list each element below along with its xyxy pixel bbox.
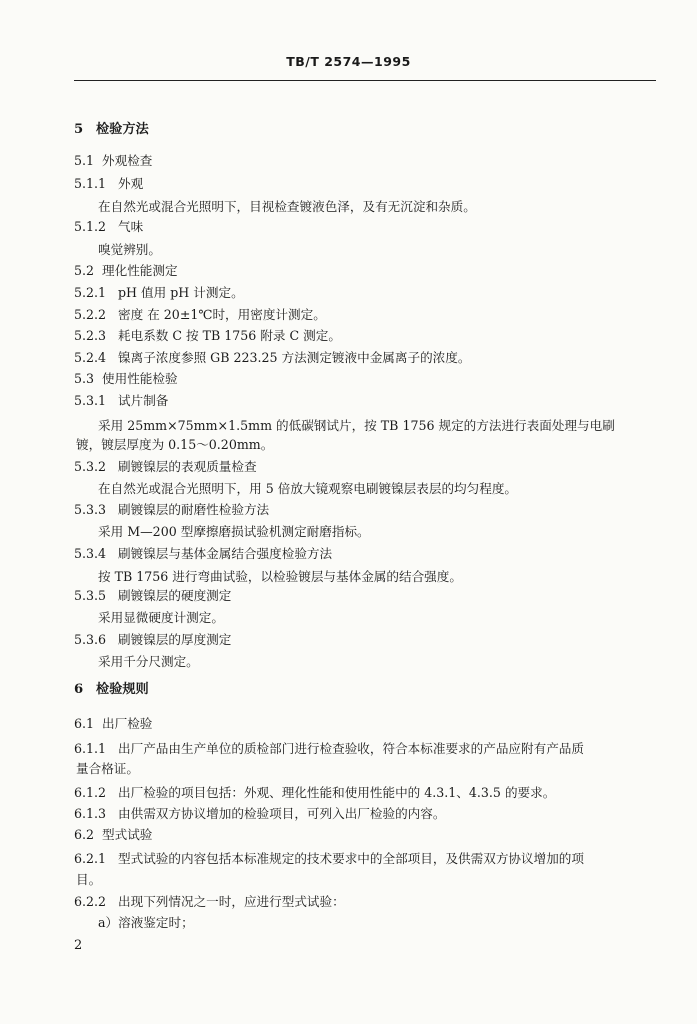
section-6-1-1-cont: 量合格证。 xyxy=(76,761,139,776)
section-6-2-2-item-a: a）溶液鉴定时； xyxy=(98,915,194,930)
section-6-heading: 6 检验规则 xyxy=(74,682,149,697)
section-5-3-3-text: 采用 M—200 型摩擦磨损试验机测定耐磨指标。 xyxy=(98,524,370,539)
section-5-2-1: 5.2.1 pH 值用 pH 计测定。 xyxy=(74,285,244,300)
section-5-1-1-heading: 5.1.1 外观 xyxy=(74,176,144,191)
section-6-1-heading: 6.1 出厂检验 xyxy=(74,716,153,731)
section-5-3-6-text: 采用千分尺测定。 xyxy=(98,654,199,669)
section-5-3-6-heading: 5.3.6 刷镀镍层的厚度测定 xyxy=(74,632,232,647)
section-5-3-1-text: 采用 25mm×75mm×1.5mm 的低碳钢试片，按 TB 1756 规定的方法进行表面处理与电刷 xyxy=(98,418,615,433)
section-6-1-2: 6.1.2 出厂检验的项目包括：外观、理化性能和使用性能中的 4.3.1、4.3.5 的要求。 xyxy=(74,785,556,800)
document-code-header: TB/T 2574—1995 xyxy=(286,54,411,69)
section-5-3-5-heading: 5.3.5 刷镀镍层的硬度测定 xyxy=(74,588,232,603)
section-5-3-4-heading: 5.3.4 刷镀镍层与基体金属结合强度检验方法 xyxy=(74,546,333,561)
section-5-2-4: 5.2.4 镍离子浓度参照 GB 223.25 方法测定镀液中金属离子的浓度。 xyxy=(74,350,471,365)
section-6-2-1-cont: 目。 xyxy=(76,872,102,887)
section-5-2-heading: 5.2 理化性能测定 xyxy=(74,263,178,278)
section-5-3-2-heading: 5.3.2 刷镀镍层的表观质量检查 xyxy=(74,459,257,474)
section-5-3-heading: 5.3 使用性能检验 xyxy=(74,371,178,386)
section-5-3-1-heading: 5.3.1 试片制备 xyxy=(74,393,169,408)
section-5-3-5-text: 采用显微硬度计测定。 xyxy=(98,610,224,625)
section-5-1-1-text: 在自然光或混合光照明下，目视检查镀液色泽，及有无沉淀和杂质。 xyxy=(98,199,476,214)
section-5-2-2: 5.2.2 密度 在 20±1℃时，用密度计测定。 xyxy=(74,307,326,322)
section-6-1-3: 6.1.3 由供需双方协议增加的检验项目，可列入出厂检验的内容。 xyxy=(74,806,446,821)
section-5-3-4-text: 按 TB 1756 进行弯曲试验，以检验镀层与基体金属的结合强度。 xyxy=(98,569,462,584)
page-number: 2 xyxy=(74,938,83,953)
section-5-3-3-heading: 5.3.3 刷镀镍层的耐磨性检验方法 xyxy=(74,502,270,517)
section-6-2-1: 6.2.1 型式试验的内容包括本标准规定的技术要求中的全部项目，及供需双方协议增加的项 xyxy=(74,851,584,866)
section-5-1-heading: 5.1 外观检查 xyxy=(74,153,153,168)
header-rule xyxy=(74,80,656,81)
section-6-2-2: 6.2.2 出现下列情况之一时，应进行型式试验： xyxy=(74,894,345,909)
section-6-2-heading: 6.2 型式试验 xyxy=(74,827,153,842)
section-5-3-1-text-cont: 镀，镀层厚度为 0.15～0.20mm。 xyxy=(76,437,274,452)
section-5-3-2-text: 在自然光或混合光照明下，用 5 倍放大镜观察电刷镀镍层表层的均匀程度。 xyxy=(98,481,518,496)
section-5-1-2-heading: 5.1.2 气味 xyxy=(74,219,144,234)
section-5-heading: 5 检验方法 xyxy=(74,122,149,137)
section-5-1-2-text: 嗅觉辨别。 xyxy=(98,242,161,257)
section-5-2-3: 5.2.3 耗电系数 C 按 TB 1756 附录 C 测定。 xyxy=(74,328,341,343)
section-6-1-1: 6.1.1 出厂产品由生产单位的质检部门进行检查验收，符合本标准要求的产品应附有产品质 xyxy=(74,741,584,756)
